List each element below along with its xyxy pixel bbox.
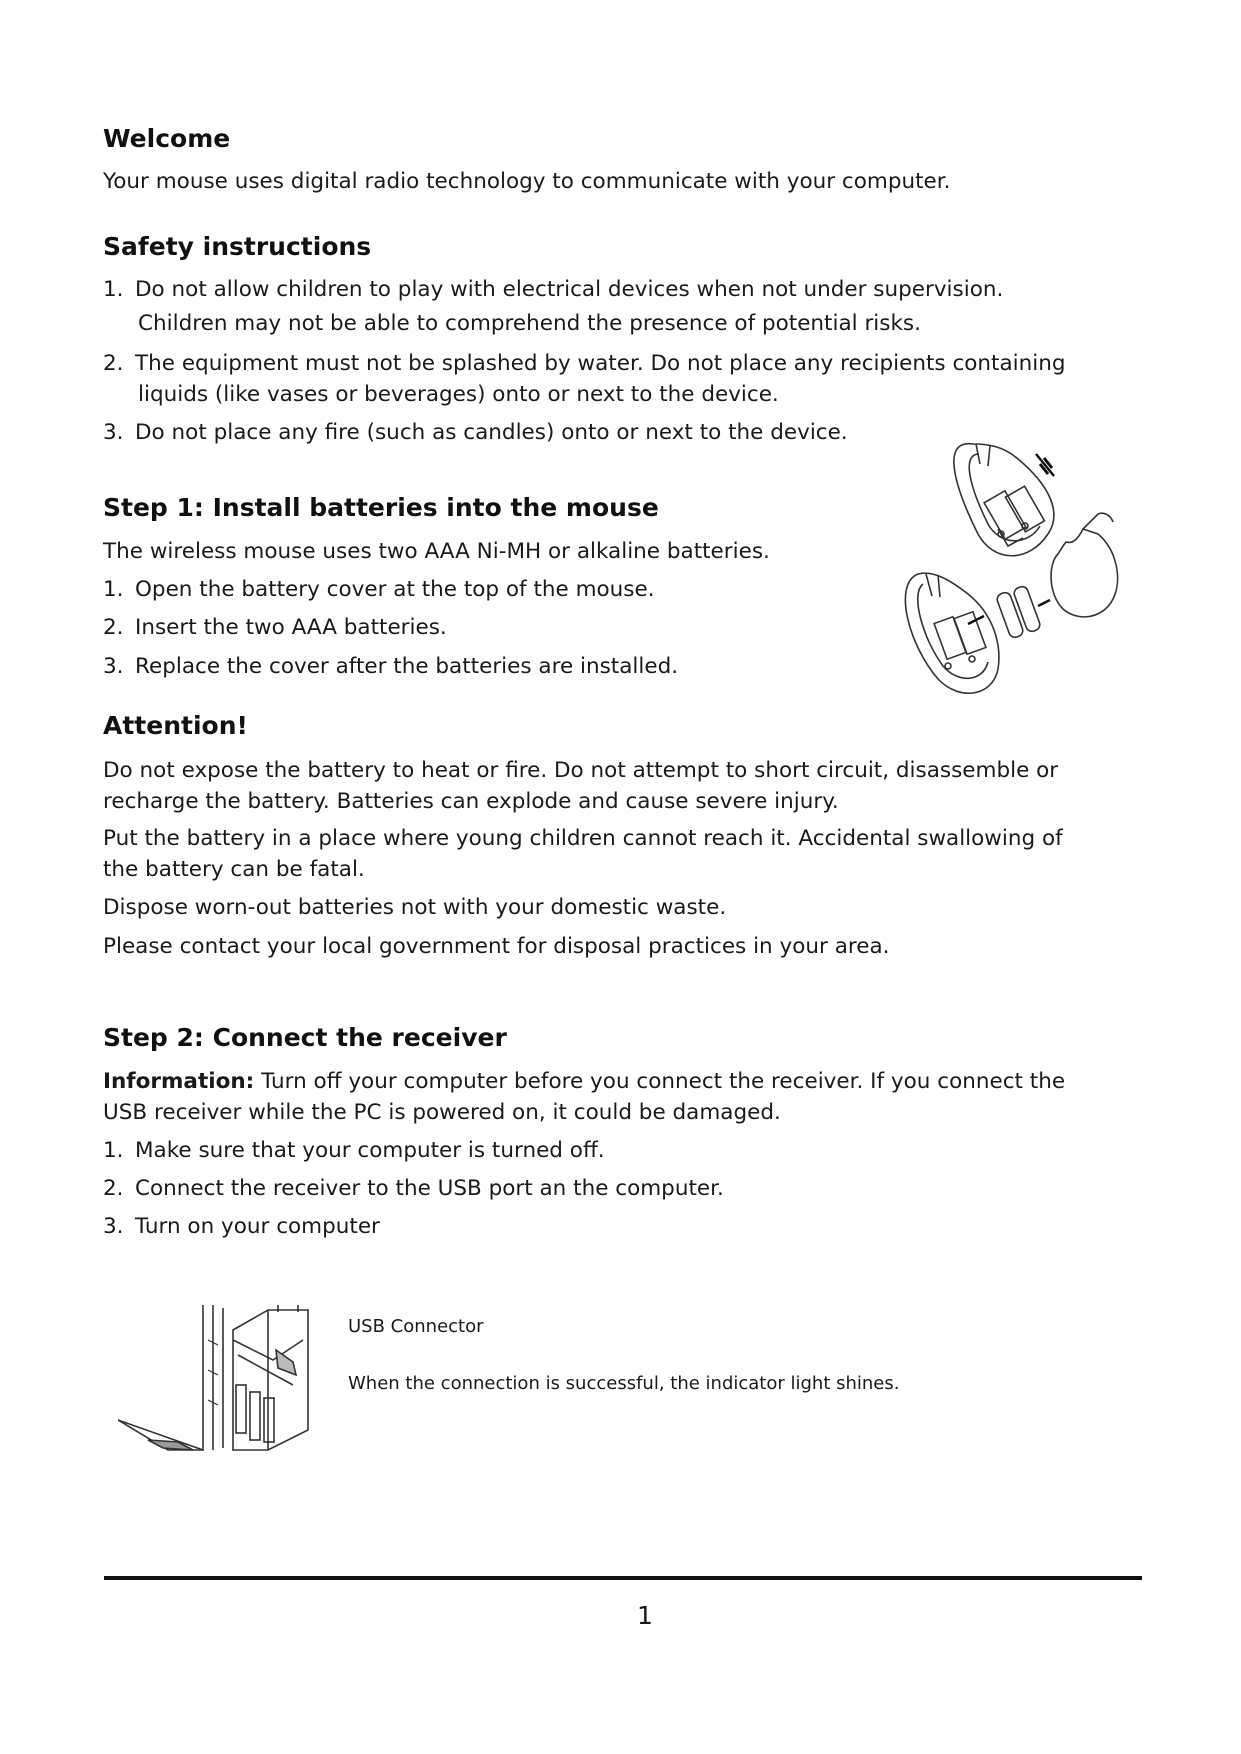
mouse-battery-illustration bbox=[898, 434, 1163, 714]
mouse-open-top-drawing bbox=[954, 444, 1054, 556]
manual-page: Welcome Your mouse uses digital radio technology to communicate with your computer. Safety instructions 1. Do not allow children to play with electrical devices when not under supervision. Children may not be able to comprehend the presence of potential risks. 2. The equipment must not be splashed by water. Do not place any recipients containing liquids (like vases or beverages) onto or next to the device. 3. Do not place any fire (such as candles) onto or next to the device. Step 1: Install batteries into the mouse The wireless mouse uses two AAA Ni-MH or alkaline batteries. 1. Open the battery cover at the top of the mouse. 2. Insert the two AAA batteries. 3. Replace the cover after the batteries are installed. Attention! Do not expose the battery to heat or fire. Do not attempt to short circuit, disassemble or recharge the battery. Batteries can explode and cause severe injury. Put the battery in a place where young children cannot reach it. Accidental swallowing of the battery can be fatal. Dispose worn-out batteries not with your domestic waste. Please contact your local government for disposal practices in your area. Step 2: Connect the receiver Information: Turn off your computer before you connect the receiver. If you connect the USB receiver while the PC is powered on, it could be damaged. 1. Make sure that your computer is turned off. 2. Connect the receiver to the USB port an the computer. 3. Turn on your computer USB Connector When the connection is successful, the indicator light shines. 1 bbox=[0, 0, 1241, 1754]
step2-information: Information: Turn off your computer before you connect the receiver. If you connect the USB receiver while the PC is powered on, it could be damaged. bbox=[103, 1069, 1066, 1125]
welcome-text: Your mouse uses digital radio technology to communicate with your computer. bbox=[103, 169, 951, 194]
step1-heading: Step 1: Install batteries into the mouse bbox=[103, 493, 659, 522]
attention-paragraph-1: Do not expose the battery to heat or fire. Do not attempt to short circuit, disassemble or recharge the battery. Batteries can explode and cause severe injury. bbox=[103, 758, 1059, 814]
step2-heading: Step 2: Connect the receiver bbox=[103, 1023, 507, 1052]
footer-divider bbox=[104, 1576, 1142, 1580]
page-number: 1 bbox=[637, 1601, 653, 1630]
usb-connector-label: USB Connector bbox=[348, 1316, 484, 1337]
attention-heading: Attention! bbox=[103, 711, 248, 740]
pc-usb-port-illustration bbox=[118, 1300, 323, 1470]
step1-intro: The wireless mouse uses two AAA Ni-MH or alkaline batteries. bbox=[103, 539, 770, 564]
safety-heading: Safety instructions bbox=[103, 232, 372, 261]
attention-paragraph-3: Dispose worn-out batteries not with your domestic waste. bbox=[103, 895, 727, 920]
indicator-light-note: When the connection is successful, the indicator light shines. bbox=[348, 1373, 900, 1394]
welcome-heading: Welcome bbox=[103, 124, 231, 153]
attention-paragraph-4: Please contact your local government for disposal practices in your area. bbox=[103, 934, 890, 959]
attention-paragraph-2: Put the battery in a place where young children cannot reach it. Accidental swallowing of the battery can be fatal. bbox=[103, 826, 1063, 882]
information-label: Information: bbox=[103, 1069, 255, 1094]
